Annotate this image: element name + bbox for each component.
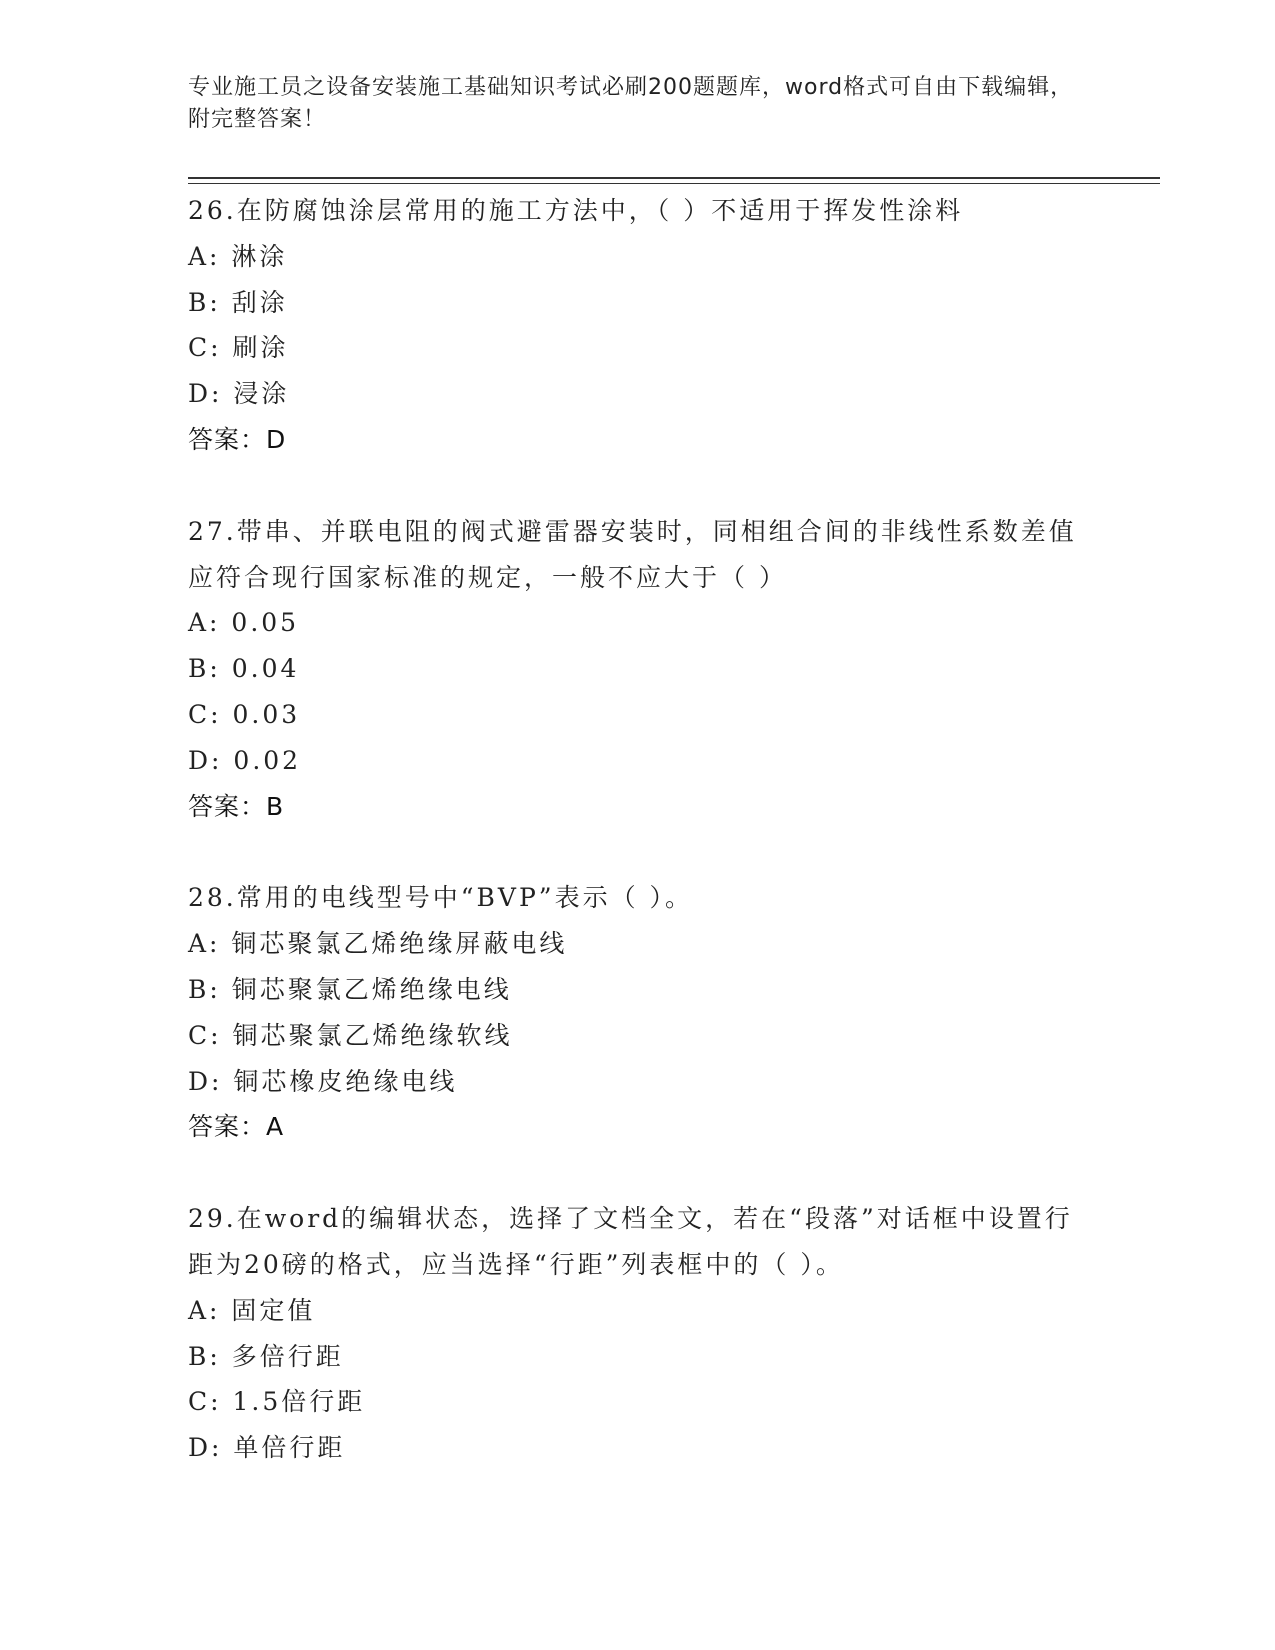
option-d: D: 单倍行距: [188, 1433, 346, 1463]
answer-line: 答案：B: [188, 791, 285, 821]
answer-line: 答案：A: [188, 1112, 285, 1142]
question-28: [188, 875, 1088, 1150]
answer-line: 答案：D: [188, 424, 287, 454]
option-c: C: 铜芯聚氯乙烯绝缘软线: [188, 1020, 513, 1050]
question-stem: 28.常用的电线型号中“BVP”表示（ ）。: [188, 883, 694, 913]
option-c: C: 0.03: [188, 699, 301, 729]
question-list: [188, 188, 1088, 1517]
question-27: [188, 509, 1088, 830]
option-a: A: 0.05: [188, 608, 300, 638]
option-b: B: 多倍行距: [188, 1341, 344, 1371]
question-26: [188, 188, 1088, 463]
option-d: D: 浸涂: [188, 379, 290, 409]
header-divider-thin: [188, 183, 1160, 184]
header-divider-thick: [188, 177, 1160, 179]
question-stem: 26.在防腐蚀涂层常用的施工方法中，（ ）不适用于挥发性涂料: [188, 196, 964, 225]
option-b: B: 刮涂: [188, 287, 288, 317]
option-d: D: 铜芯橡皮绝缘电线: [188, 1066, 458, 1096]
option-b: B: 0.04: [188, 654, 300, 684]
question-stem: 29.在word的编辑状态，选择了文档全文，若在“段落”对话框中设置行距为20磅的格式，应当选择“行距”列表框中的（ ）。: [188, 1204, 1073, 1279]
option-d: D: 0.02: [188, 745, 302, 775]
question-stem: 27.带串、并联电阻的阀式避雷器安装时，同相组合间的非线性系数差值应符合现行国家标准的规定，一般不应大于（ ）: [188, 516, 1077, 592]
document-header: 专业施工员之设备安装施工基础知识考试必刷200题题库，word格式可自由下载编辑，附完整答案！: [188, 75, 1074, 132]
question-29: [188, 1196, 1088, 1471]
option-c: C: 刷涂: [188, 333, 289, 363]
option-a: A: 固定值: [188, 1295, 316, 1325]
option-a: A: 铜芯聚氯乙烯绝缘屏蔽电线: [188, 929, 568, 959]
option-c: C: 1.5倍行距: [188, 1387, 366, 1417]
option-a: A: 淋涂: [188, 241, 288, 271]
option-b: B: 铜芯聚氯乙烯绝缘电线: [188, 974, 512, 1004]
